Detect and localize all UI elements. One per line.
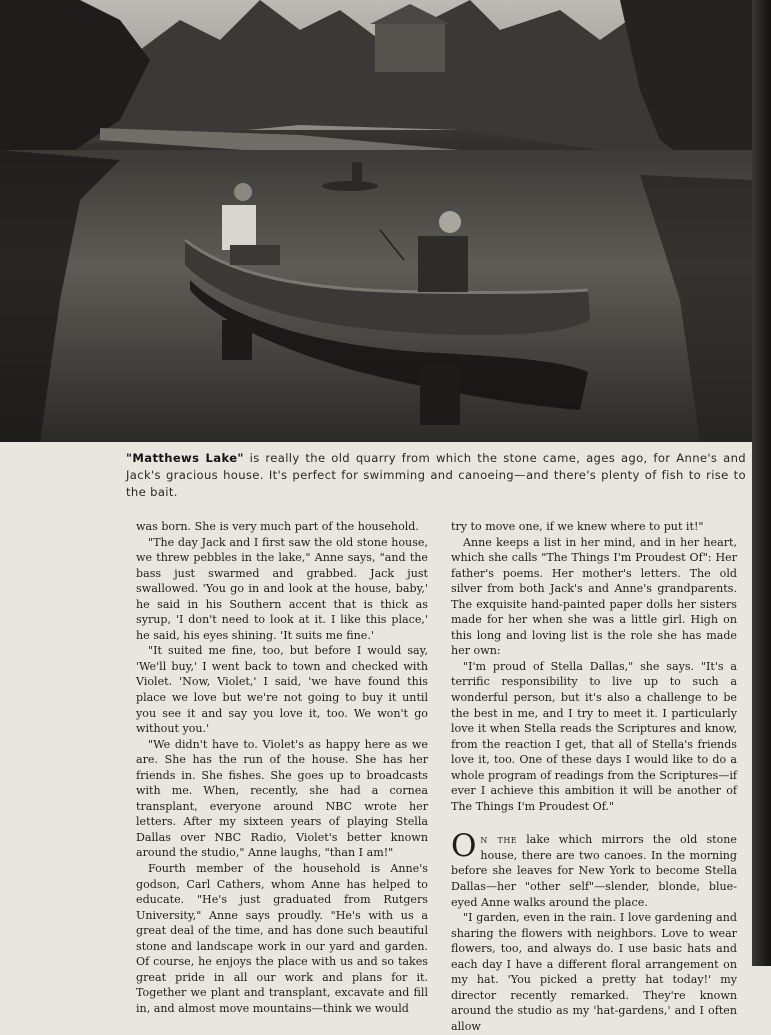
section-dropcap: O [451, 828, 477, 865]
right-paragraph-3: "I'm proud of Stella Dallas," she says. "It's a terrific responsibility to live up to such a wonderful person, but it's also a challenge to be the best in me, and I try to meet it. I particularly love it when Stella reads the Scriptures and know, from the reaction I get, that all of Stella's friends love it, too. One of these days I would like to do a whole program of readings from the Scriptures—if ever I achieve this ambition it will be another of The Things I'm Proudest Of." [451, 659, 737, 813]
section-paragraph [451, 828, 737, 910]
right-final-paragraph: "I garden, even in the rain. I love gardening and sharing the flowers with neighbors. Love to wear flowers, too, and always do. I use basic hats and each day I have a different floral arrangement on my hat. 'You picked a pretty hat today!' my director recently remarked. They're known around the studio as my 'hat-gardens,' and I often allow [451, 911, 737, 1033]
left-paragraph-1: was born. She is very much part of the household. [136, 520, 419, 533]
left-paragraph-5: Fourth member of the household is Anne's godson, Carl Cathers, whom Anne has helped to educate. "He's just graduated from Rutgers University," Anne says proudly. "He's with us a great deal of the time, and has done such beautiful stone and landscape work in our yard and garden. Of course, he enjoys the place with us and so takes great pride in all our work and plans for it. Together we plant and transplant, excavate and fill in, and almost move mountains—think we would [136, 862, 428, 1015]
section-text: lake which mirrors the old stone house, there are two canoes. In the morning before she leaves for New York to become Stella Dallas—her "other self"—slender, blonde, blue-eyed Anne walks around the place. [451, 833, 737, 909]
right-paragraph-1: try to move one, if we knew where to put it!" [451, 520, 704, 533]
left-paragraph-3: "It suited me fine, too, but before I would say, 'We'll buy,' I went back to town and checked with Violet. 'Now, Violet,' I said, 'we have found this place we love but we're not going to buy it until you see it and say you love it, too. We won't go without you.' [136, 644, 428, 736]
left-paragraph-4: "We didn't have to. Violet's as happy here as we are. She has the run of the house. She has her friends in. She fishes. She goes up to broadcasts with me. When, recently, she had a cornea transplant, everyone around NBC wrote her letters. After my sixteen years of playing Stella Dallas over NBC Radio, Violet's better known around the studio," Anne laughs, "than I am!" [136, 737, 428, 860]
photo-caption [126, 450, 746, 501]
caption-lead: "Matthews Lake" [126, 451, 244, 465]
photo-illustration [0, 0, 752, 442]
caption-text: is really the old quarry from which the stone came, ages ago, for Anne's and Jack's gracious house. It's perfect for swimming and canoeing—and there's plenty of fish to rise to the bait. [126, 451, 747, 499]
section-smallcaps: n the [480, 833, 518, 847]
article-left-column [136, 519, 428, 1017]
right-paragraph-2: Anne keeps a list in her mind, and in her heart, which she calls "The Things I'm Proudest Of": Her father's poems. Her mother's letters. The old silver from both Jack's and Anne's grandparents. The exquisite hand-painted paper dolls her sisters made for her when she was a little girl. High on this long and loving list is the role she has made her own: [451, 535, 737, 658]
article-right-column [451, 519, 737, 1035]
left-paragraph-2: "The day Jack and I first saw the old stone house, we threw pebbles in the lake," Anne says, "and the bass just swarmed and grabbed. Jack just swallowed. 'You go in and look at the house, baby,' he said in his Southern accent that is thick as syrup, 'I don't need to look at it. I like this place,' he said, his eyes shining. 'It suits me fine.' [136, 535, 428, 642]
lake-canoe-photo [0, 0, 752, 442]
page-gutter [752, 0, 771, 966]
